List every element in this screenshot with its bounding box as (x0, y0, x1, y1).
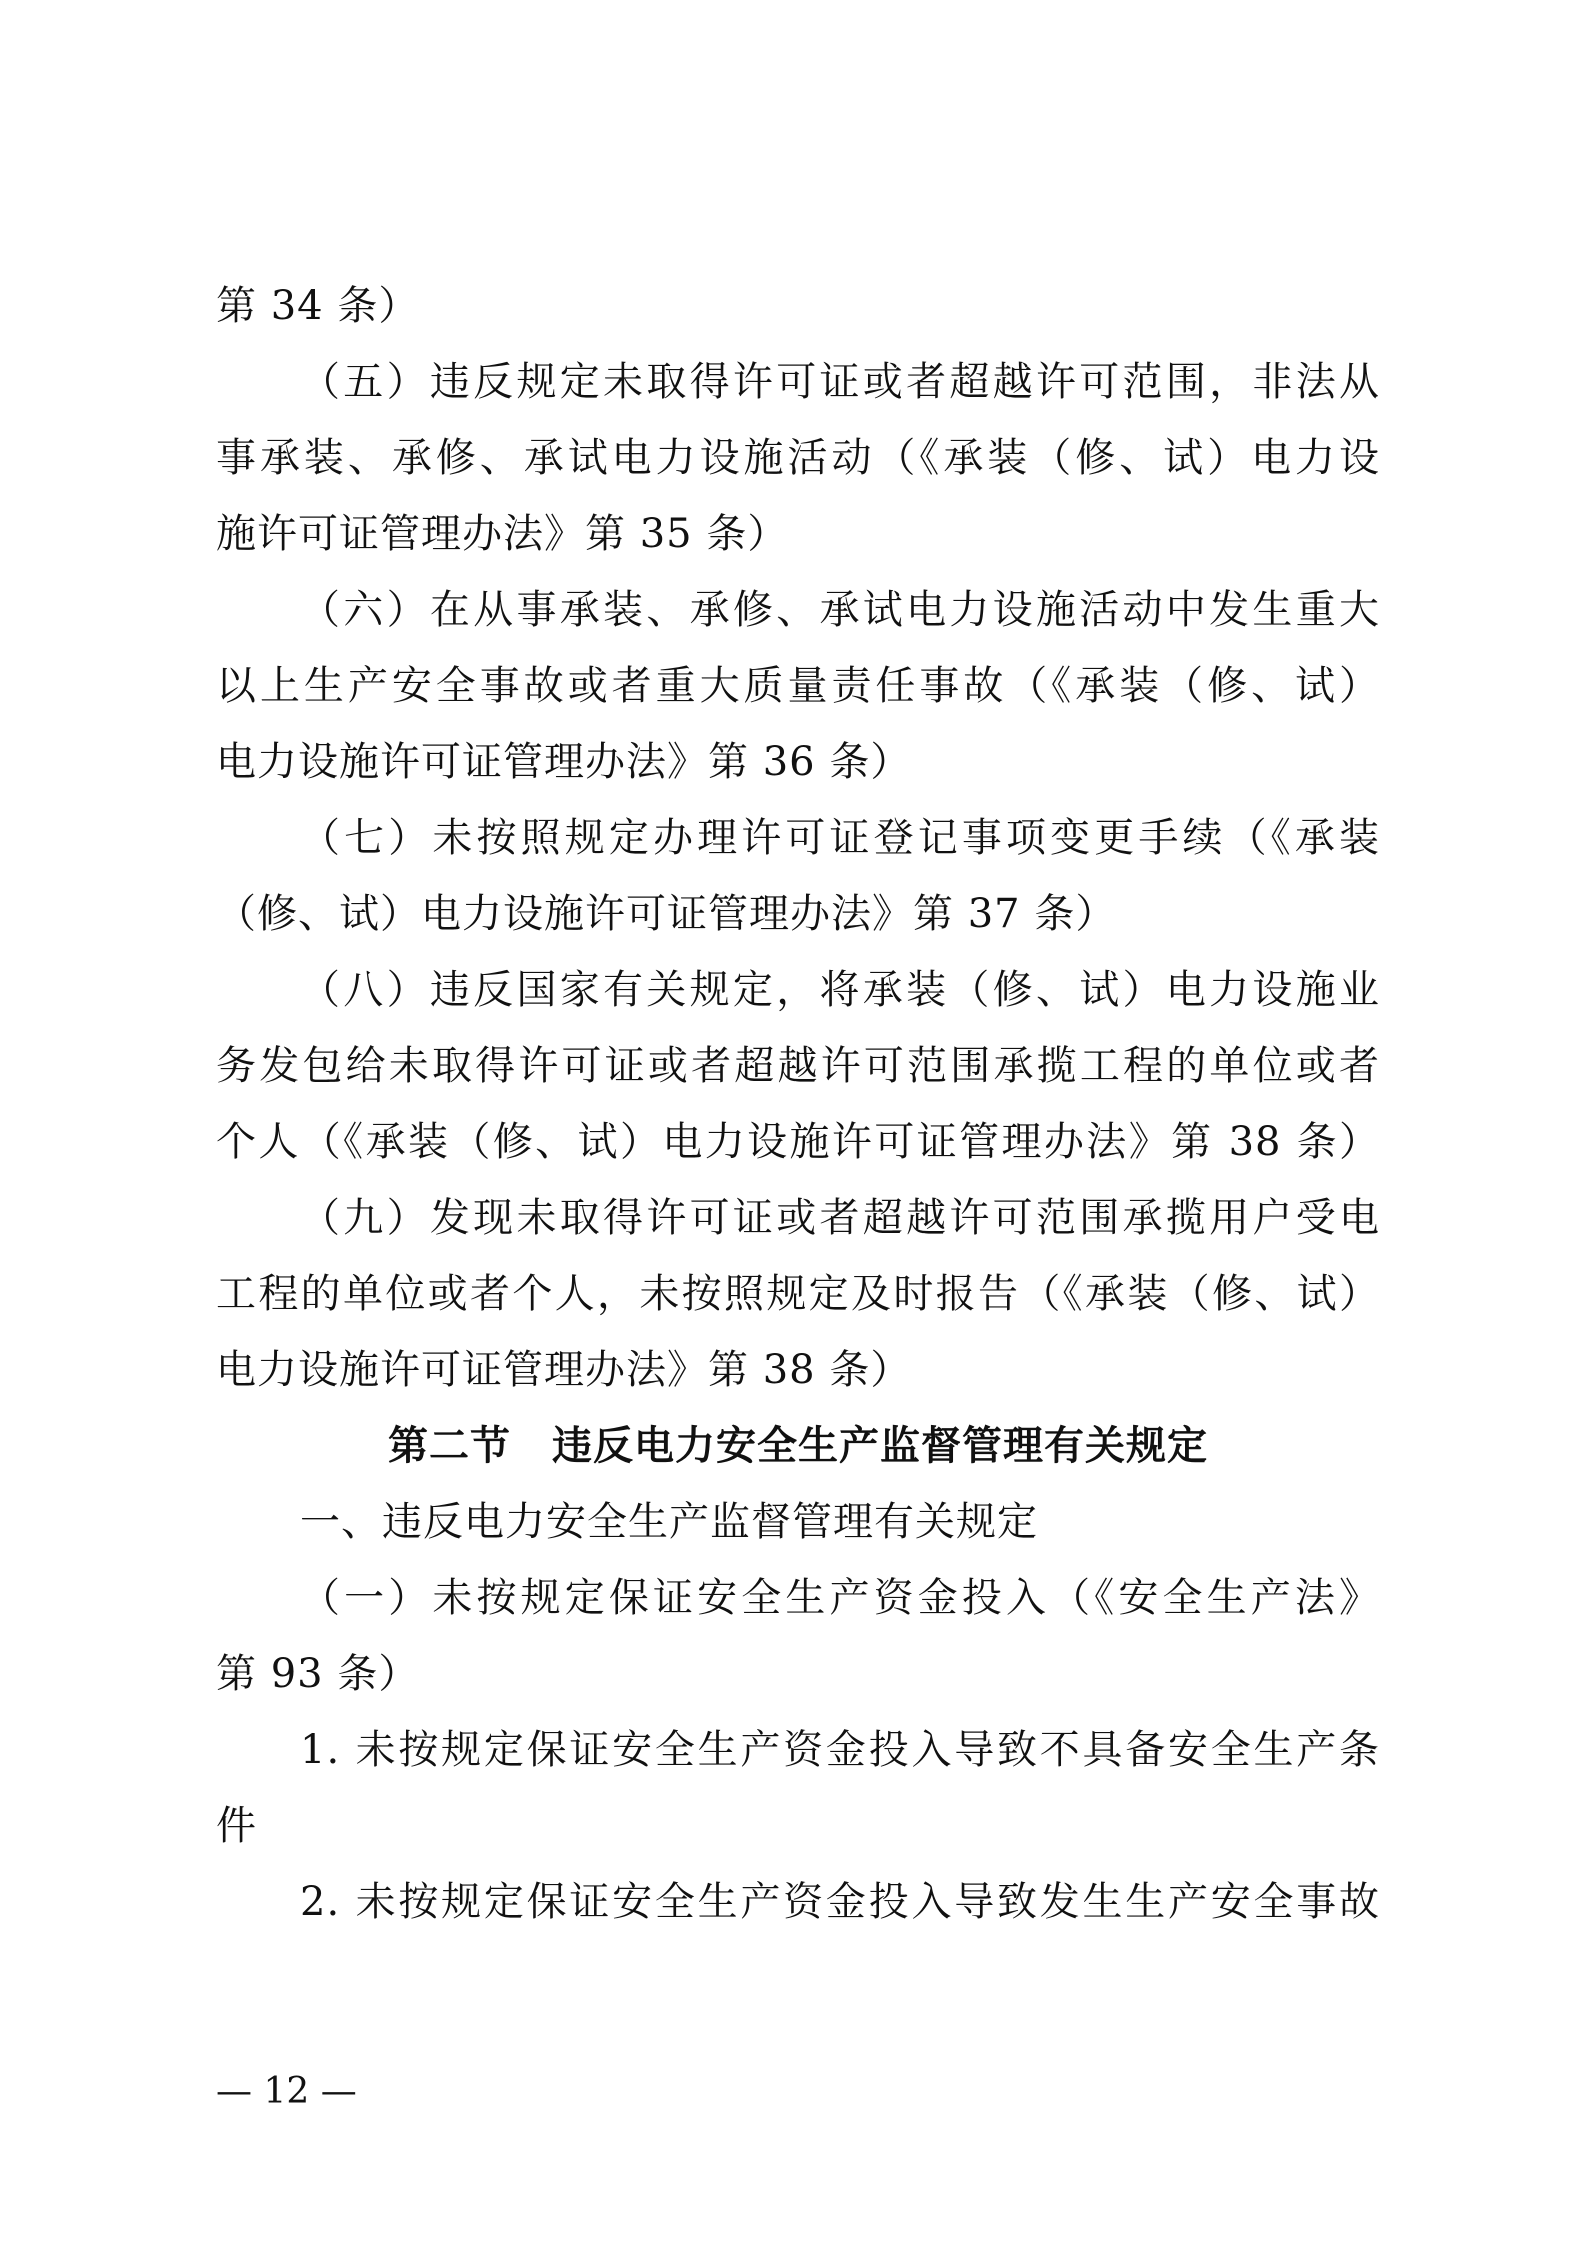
page-number: — 12 — (216, 2071, 357, 2112)
paragraph-item-7-line: （修、试）电力设施许可证管理办法》第 37 条） (216, 891, 1117, 937)
subsection-heading: 一、违反电力安全生产监督管理有关规定 (300, 1499, 1038, 1545)
paragraph-item-7-line: （七）未按照规定办理许可证登记事项变更手续（《承装 (300, 815, 1380, 861)
numbered-item-2-line: 2. 未按规定保证安全生产资金投入导致发生生产安全事故 (300, 1879, 1380, 1925)
paragraph-item-9-line: （九）发现未取得许可证或者超越许可范围承揽用户受电 (300, 1195, 1380, 1241)
paragraph-item-5-line: （五）违反规定未取得许可证或者超越许可范围，非法从 (300, 359, 1380, 405)
paragraph-item-6-line: （六）在从事承装、承修、承试电力设施活动中发生重大 (300, 587, 1380, 633)
paragraph-item-1-line: 第 93 条） (216, 1651, 420, 1697)
paragraph-item-8-line: 务发包给未取得许可证或者超越许可范围承揽工程的单位或者 (216, 1043, 1380, 1089)
paragraph-item-6-line: 以上生产安全事故或者重大质量责任事故（《承装（修、试） (216, 663, 1380, 709)
section-heading: 第二节 违反电力安全生产监督管理有关规定 (388, 1423, 1208, 1469)
paragraph-item-5-line: 事承装、承修、承试电力设施活动（《承装（修、试）电力设 (216, 435, 1380, 481)
paragraph-item-5-line: 施许可证管理办法》第 35 条） (216, 511, 789, 557)
paragraph-item-9-line: 电力设施许可证管理办法》第 38 条） (216, 1347, 912, 1393)
paragraph-item-8-line: （八）违反国家有关规定，将承装（修、试）电力设施业 (300, 967, 1380, 1013)
paragraph-item-1-line: （一）未按规定保证安全生产资金投入（《安全生产法》 (300, 1575, 1380, 1621)
document-body (216, 268, 1380, 1940)
paragraph-item-9-line: 工程的单位或者个人，未按照规定及时报告（《承装（修、试） (216, 1271, 1380, 1317)
text-line: 第 34 条） (216, 283, 420, 329)
numbered-item-1-line: 件 (216, 1803, 257, 1849)
paragraph-item-8-line: 个人（《承装（修、试）电力设施许可证管理办法》第 38 条） (216, 1119, 1380, 1165)
numbered-item-1-line: 1. 未按规定保证安全生产资金投入导致不具备安全生产条 (300, 1727, 1380, 1773)
paragraph-item-6-line: 电力设施许可证管理办法》第 36 条） (216, 739, 912, 785)
